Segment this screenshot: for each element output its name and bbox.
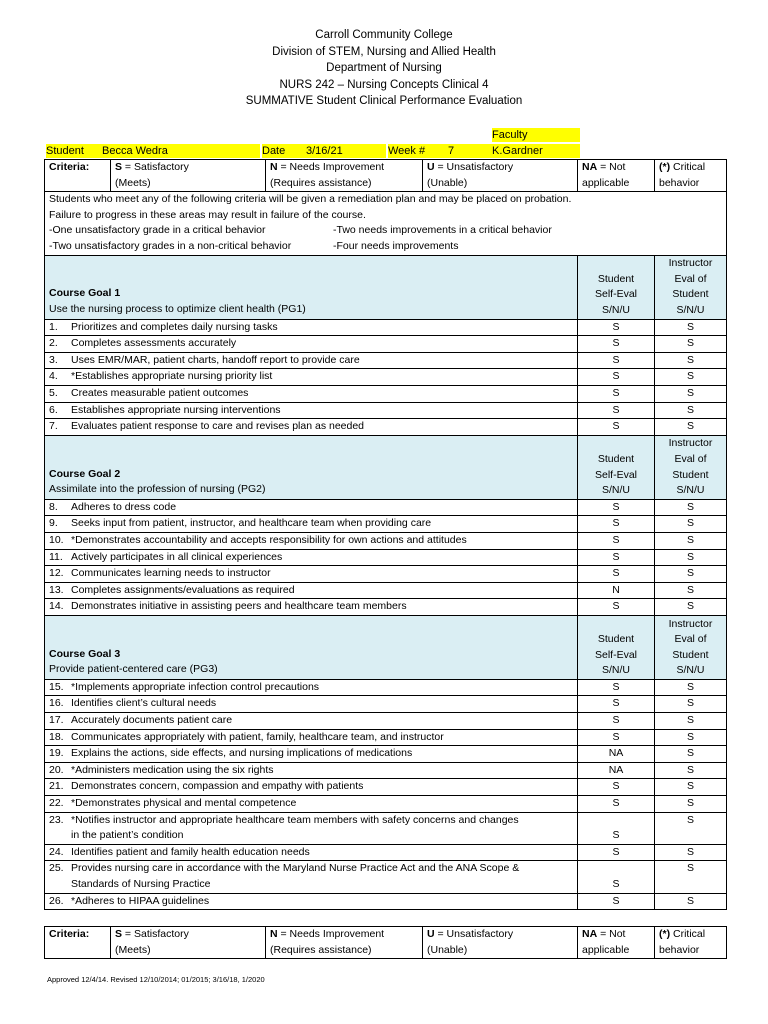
student-rating: S (578, 729, 655, 746)
student-rating: S (578, 599, 655, 616)
criteria-s: S = Satisfactory (Meets) (111, 160, 266, 192)
student-rating: S (578, 861, 655, 893)
instructor-rating: S (655, 385, 727, 402)
criteria-n: N = Needs Improvement (Requires assistance) (266, 160, 423, 192)
criterion-text: 15. *Implements appropriate infection control precautions (45, 679, 578, 696)
student-rating: S (578, 369, 655, 386)
faculty-label: Faculty (492, 128, 580, 142)
student-rating: NA (578, 762, 655, 779)
criterion-row (45, 532, 727, 549)
date-label: Date (262, 144, 306, 158)
course-goal-label: Course Goal 1 Use the nursing process to optimize client health (PG1) (45, 255, 578, 319)
division-name: Division of STEM, Nursing and Allied Health (272, 45, 496, 58)
policy-text: Students who meet any of the following criteria will be given a remediation plan and may be placed on probation. Failure to progress in these areas may result in failure of the course. -One unsatisfactory grade in a critical behavior -Two needs improvements in a critical behavior -Two unsatisfactory grades in a non-critical behavior -Four needs improvements (45, 192, 727, 255)
course-name: NURS 242 – Nursing Concepts Clinical 4 (279, 78, 489, 91)
student-self-eval-header: Student Self-Eval S/N/U (578, 615, 655, 679)
instructor-rating: S (655, 796, 727, 813)
instructor-rating: S (655, 779, 727, 796)
criteria-legend-footer (44, 926, 727, 959)
footer-criteria-u: U = Unsatisfactory (Unable) (423, 927, 578, 959)
instructor-rating: S (655, 419, 727, 436)
criteria-row (45, 160, 727, 192)
criterion-row (45, 549, 727, 566)
college-name: Carroll Community College (315, 29, 453, 41)
instructor-rating: S (655, 861, 727, 893)
instructor-rating: S (655, 599, 727, 616)
student-rating: S (578, 549, 655, 566)
footer-criteria-critical: (*) Critical behavior (655, 927, 727, 959)
instructor-rating: S (655, 402, 727, 419)
student-self-eval-header: Student Self-Eval S/N/U (578, 255, 655, 319)
criterion-row (45, 679, 727, 696)
criterion-row (45, 696, 727, 713)
criterion-text: 23. *Notifies instructor and appropriate healthcare team members with safety concerns and changes in the patient’s condition (45, 812, 578, 844)
student-rating: S (578, 319, 655, 336)
criterion-row (45, 861, 727, 893)
criterion-text: 18. Communicates appropriately with patient, family, healthcare team, and instructor (45, 729, 578, 746)
criterion-text: 11. Actively participates in all clinical experiences (45, 549, 578, 566)
criterion-text: 20. *Administers medication using the six rights (45, 762, 578, 779)
student-info-row (44, 126, 726, 158)
criterion-text: 22. *Demonstrates physical and mental competence (45, 796, 578, 813)
instructor-rating: S (655, 516, 727, 533)
criterion-row (45, 796, 727, 813)
form-title: SUMMATIVE Student Clinical Performance Evaluation (245, 95, 523, 108)
instructor-eval-header: Instructor Eval of Student S/N/U (655, 435, 727, 499)
footer-criteria-n: N = Needs Improvement (Requires assistance) (266, 927, 423, 959)
criterion-text: 12. Communicates learning needs to instructor (45, 566, 578, 583)
student-rating: S (578, 844, 655, 861)
department-name: Department of Nursing (326, 62, 442, 75)
criterion-text: 9. Seeks input from patient, instructor, and healthcare team when providing care (45, 516, 578, 533)
student-rating: S (578, 696, 655, 713)
criterion-row (45, 746, 727, 763)
criterion-text: 10. *Demonstrates accountability and accepts responsibility for own actions and attitudes (45, 532, 578, 549)
instructor-rating: S (655, 762, 727, 779)
criterion-row (45, 499, 727, 516)
criterion-row (45, 729, 727, 746)
student-rating: S (578, 499, 655, 516)
student-rating: S (578, 713, 655, 730)
date-value: 3/16/21 (306, 144, 386, 158)
criteria-na: NA = Not applicable (578, 160, 655, 192)
student-rating: S (578, 532, 655, 549)
criterion-row (45, 566, 727, 583)
instructor-rating: S (655, 582, 727, 599)
course-goal-label: Course Goal 3 Provide patient-centered care (PG3) (45, 615, 578, 679)
criterion-row (45, 516, 727, 533)
approval-footnote: Approved 12/4/14. Revised 12/10/2014; 01/2015; 3/16/18, 1/2020 (47, 975, 265, 984)
student-self-eval-header: Student Self-Eval S/N/U (578, 435, 655, 499)
instructor-rating: S (655, 532, 727, 549)
footer-criteria-s: S = Satisfactory (Meets) (111, 927, 266, 959)
criterion-text: 16. Identifies client’s cultural needs (45, 696, 578, 713)
student-rating: S (578, 419, 655, 436)
instructor-rating: S (655, 499, 727, 516)
instructor-rating: S (655, 696, 727, 713)
student-rating: S (578, 566, 655, 583)
footer-criteria-na: NA = Not applicable (578, 927, 655, 959)
criterion-row (45, 599, 727, 616)
criterion-text: 26. *Adheres to HIPAA guidelines (45, 893, 578, 910)
criterion-text: 13. Completes assignments/evaluations as required (45, 582, 578, 599)
criterion-text: 17. Accurately documents patient care (45, 713, 578, 730)
instructor-rating: S (655, 319, 727, 336)
criterion-text: 7. Evaluates patient response to care and revises plan as needed (45, 419, 578, 436)
criterion-row (45, 319, 727, 336)
course-goal-header (45, 255, 727, 319)
criterion-row (45, 812, 727, 844)
instructor-rating: S (655, 566, 727, 583)
instructor-rating: S (655, 844, 727, 861)
criteria-u: U = Unsatisfactory (Unable) (423, 160, 578, 192)
instructor-rating: S (655, 679, 727, 696)
criteria-critical: (*) Critical behavior (655, 160, 727, 192)
student-rating: S (578, 796, 655, 813)
criterion-text: 3. Uses EMR/MAR, patient charts, handoff report to provide care (45, 352, 578, 369)
student-label: Student (46, 144, 102, 158)
criterion-text: 25. Provides nursing care in accordance with the Maryland Nurse Practice Act and the ANA Scope & Standards of Nursing Practice (45, 861, 578, 893)
criterion-text: 21. Demonstrates concern, compassion and empathy with patients (45, 779, 578, 796)
criterion-row (45, 369, 727, 386)
criterion-text: 5. Creates measurable patient outcomes (45, 385, 578, 402)
criterion-row (45, 893, 727, 910)
student-rating: S (578, 812, 655, 844)
student-rating: S (578, 893, 655, 910)
criterion-row (45, 352, 727, 369)
criterion-row (45, 385, 727, 402)
week-value: 7 (448, 144, 492, 158)
instructor-rating: S (655, 893, 727, 910)
criterion-row (45, 582, 727, 599)
student-rating: S (578, 402, 655, 419)
criterion-text: 8. Adheres to dress code (45, 499, 578, 516)
criterion-row (45, 336, 727, 353)
week-label: Week # (388, 144, 448, 158)
instructor-rating: S (655, 336, 727, 353)
criterion-text: 6. Establishes appropriate nursing interventions (45, 402, 578, 419)
criterion-text: 1. Prioritizes and completes daily nursing tasks (45, 319, 578, 336)
instructor-rating: S (655, 729, 727, 746)
instructor-rating: S (655, 549, 727, 566)
student-rating: S (578, 352, 655, 369)
student-rating: S (578, 516, 655, 533)
instructor-rating: S (655, 369, 727, 386)
student-rating: S (578, 779, 655, 796)
student-rating: NA (578, 746, 655, 763)
criterion-text: 19. Explains the actions, side effects, and nursing implications of medications (45, 746, 578, 763)
student-rating: S (578, 385, 655, 402)
instructor-rating: S (655, 352, 727, 369)
criterion-text: 4. *Establishes appropriate nursing priority list (45, 369, 578, 386)
criterion-text: 2. Completes assessments accurately (45, 336, 578, 353)
criterion-row (45, 779, 727, 796)
footer-criteria-row (45, 927, 727, 959)
instructor-eval-header: Instructor Eval of Student S/N/U (655, 255, 727, 319)
criterion-text: 14. Demonstrates initiative in assisting peers and healthcare team members (45, 599, 578, 616)
student-name: Becca Wedra (102, 144, 260, 158)
instructor-rating: S (655, 812, 727, 844)
course-goal-label: Course Goal 2 Assimilate into the profession of nursing (PG2) (45, 435, 578, 499)
student-rating: S (578, 336, 655, 353)
criterion-row (45, 402, 727, 419)
faculty-name: K.Gardner (492, 144, 580, 158)
instructor-rating: S (655, 713, 727, 730)
course-goal-header (45, 615, 727, 679)
instructor-rating: S (655, 746, 727, 763)
criterion-text: 24. Identifies patient and family health education needs (45, 844, 578, 861)
student-rating: N (578, 582, 655, 599)
document-header (0, 27, 768, 110)
student-rating: S (578, 679, 655, 696)
instructor-eval-header: Instructor Eval of Student S/N/U (655, 615, 727, 679)
footer-criteria-label: Criteria: (49, 928, 90, 940)
evaluation-table (44, 159, 727, 910)
criterion-row (45, 844, 727, 861)
course-goal-header (45, 435, 727, 499)
policy-row (45, 192, 727, 255)
criteria-label: Criteria: (49, 161, 90, 173)
criterion-row (45, 762, 727, 779)
criterion-row (45, 419, 727, 436)
criterion-row (45, 713, 727, 730)
